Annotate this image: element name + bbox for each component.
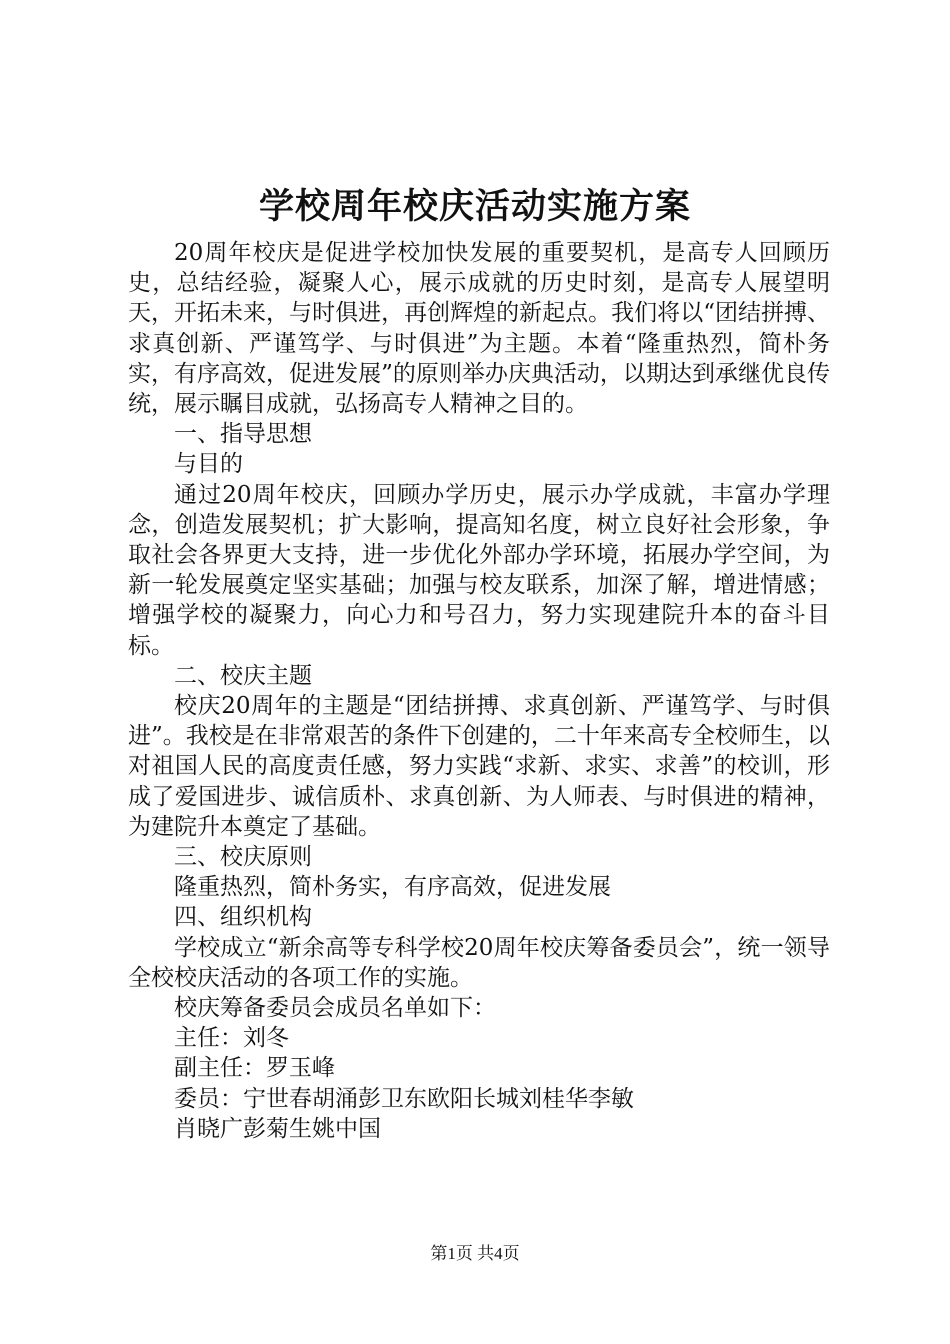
section-heading-principles: 三、校庆原则: [174, 844, 312, 871]
document-title: 学校周年校庆活动实施方案: [258, 186, 691, 227]
principles-paragraph: 隆重热烈，简朴务实，有序高效，促进发展: [174, 874, 611, 901]
committee-list-intro: 校庆筹备委员会成员名单如下：: [174, 995, 496, 1022]
section-heading-purpose: 与目的: [174, 451, 243, 478]
theme-paragraph: 校庆20周年的主题是“团结拼搏、求真创新、严谨笃学、与时俱进”。我校是在非常艰苦的条件下创建的，二十年来高专全校师生，以对祖国人民的高度责任感，努力实践“求新、求实、求善”的校训，形成了爱国进步、诚信质朴、求真创新、为人师表、与时俱进的精神，为建院升本奠定了基础。: [128, 693, 830, 840]
section-heading-organization: 四、组织机构: [174, 904, 312, 931]
intro-paragraph: 20周年校庆是促进学校加快发展的重要契机，是高专人回顾历史，总结经验，凝聚人心，展示成就的历史时刻，是高专人展望明天，开拓未来，与时俱进，再创辉煌的新起点。我们将以“团结拼搏、求真创新、严谨笃学、与时俱进”为主题。本着“隆重热烈，简朴务实，有序高效，促进发展”的原则举办庆典活动，以期达到承继优良传统，展示瞩目成就，弘扬高专人精神之目的。: [128, 240, 830, 418]
committee-members: 委员：宁世春胡涌彭卫东欧阳长城刘桂华李敏: [174, 1085, 634, 1112]
organization-paragraph: 学校成立“新余高等专科学校20周年校庆筹备委员会”，统一领导全校校庆活动的各项工作的实施。: [128, 934, 830, 991]
committee-director: 主任：刘冬: [174, 1025, 289, 1052]
section-heading-guiding-ideology: 一、指导思想: [174, 421, 312, 448]
section-heading-theme: 二、校庆主题: [174, 662, 312, 689]
purpose-paragraph: 通过20周年校庆，回顾办学历史，展示办学成就，丰富办学理念，创造发展契机；扩大影响，提高知名度，树立良好社会形象，争取社会各界更大支持，进一步优化外部办学环境，拓展办学空间，为新一轮发展奠定坚实基础；加强与校友联系，加深了解，增进情感；增强学校的凝聚力，向心力和号召力，努力实现建院升本的奋斗目标。: [128, 481, 830, 659]
committee-deputy-director: 副主任：罗玉峰: [174, 1055, 335, 1082]
document-body: [128, 238, 830, 1144]
committee-members-continued: 肖晓广彭菊生姚中国: [174, 1115, 381, 1142]
page-number-footer: 第1页 共4页: [430, 1244, 520, 1263]
